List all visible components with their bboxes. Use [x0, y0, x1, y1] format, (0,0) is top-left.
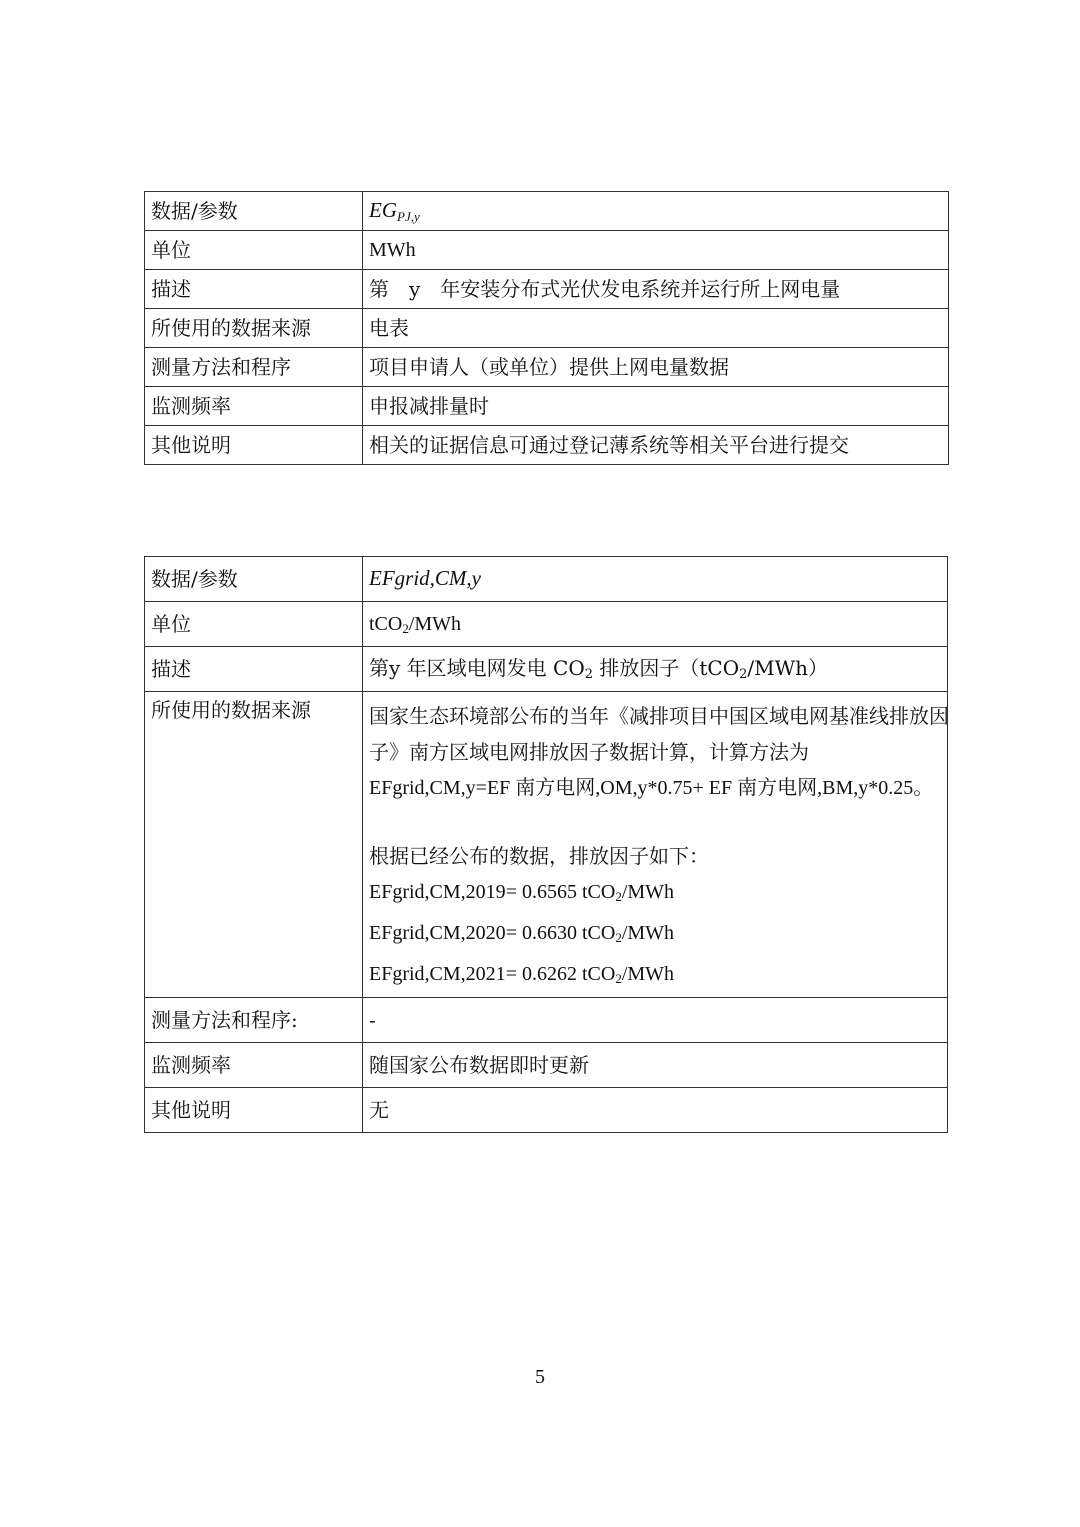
factor-unit-post: /MWh: [621, 881, 675, 903]
table-row: [145, 348, 949, 387]
factor-value: = 0.6262: [505, 963, 577, 985]
unit-pre: tCO: [369, 612, 403, 635]
formula-line: EFgrid,CM,y=EF 南方电网,OM,y*0.75+ EF 南方电网,BM,y*0.25。: [369, 777, 934, 799]
symbol-subscript: PJ,y: [397, 208, 420, 224]
table-row: [145, 647, 948, 692]
factor-unit-pre: tCO: [576, 922, 616, 944]
row-label: 测量方法和程序:: [145, 998, 363, 1043]
factor-unit-pre: tCO: [576, 963, 616, 985]
factor-line: [369, 874, 941, 915]
table-row: [145, 557, 948, 602]
unit-sub: 2: [402, 620, 409, 636]
desc-post2: /MWh）: [747, 655, 829, 680]
symbol-main: EG: [369, 197, 397, 222]
unit-post: /MWh: [408, 612, 462, 635]
row-label: 数据/参数: [145, 192, 363, 231]
row-label: 其他说明: [145, 1088, 363, 1133]
parameter-table-eg-pj-y: [144, 191, 949, 465]
symbol-main: EF: [369, 566, 395, 591]
unit-value: MWh: [363, 231, 949, 270]
factor-value: = 0.6630: [505, 922, 577, 944]
row-label: 数据/参数: [145, 557, 363, 602]
table-row: [145, 426, 949, 465]
table-row: [145, 231, 949, 270]
parameter-symbol: [363, 557, 948, 602]
source-line: 根据已经公布的数据，排放因子如下：: [369, 844, 709, 868]
spacer: [369, 806, 941, 838]
desc-pre: 第y 年区域电网发电 CO: [369, 655, 585, 680]
other-notes-value: 相关的证据信息可通过登记薄系统等相关平台进行提交: [363, 426, 949, 465]
data-source-value: [363, 692, 948, 998]
table-row: [145, 270, 949, 309]
row-label: 描述: [145, 270, 363, 309]
table-row: [145, 998, 948, 1043]
factor-unit-sub: 2: [615, 971, 622, 986]
other-notes-value: 无: [363, 1088, 948, 1133]
table-row: [145, 1043, 948, 1088]
table-row: [145, 602, 948, 647]
desc-sub: 2: [584, 666, 593, 682]
source-line: 国家生态环境部公布的当年《减排项目中国区域电网基准线排放因: [369, 704, 949, 728]
factor-name: EFgrid,CM,2019: [369, 881, 506, 903]
unit-value: [363, 602, 948, 647]
factor-unit-post: /MWh: [621, 963, 675, 985]
factor-name: EFgrid,CM,2020: [369, 922, 506, 944]
data-source-value: 电表: [363, 309, 949, 348]
factor-unit-post: /MWh: [621, 922, 675, 944]
row-label: 单位: [145, 602, 363, 647]
description-value: 第 y 年安装分布式光伏发电系统并运行所上网电量: [363, 270, 949, 309]
description-value: [363, 647, 948, 692]
parameter-symbol: [363, 192, 949, 231]
page-number: 5: [535, 1366, 545, 1388]
row-label: 描述: [145, 647, 363, 692]
monitoring-frequency-value: 随国家公布数据即时更新: [363, 1043, 948, 1088]
factor-unit-sub: 2: [615, 930, 622, 945]
measurement-method-value: 项目申请人（或单位）提供上网电量数据: [363, 348, 949, 387]
parameter-table-ef-grid-cm-y: [144, 556, 948, 1133]
monitoring-frequency-value: 申报减排量时: [363, 387, 949, 426]
factor-unit-sub: 2: [615, 889, 622, 904]
table-row: [145, 387, 949, 426]
factor-unit-pre: tCO: [576, 881, 616, 903]
row-label: 监测频率: [145, 387, 363, 426]
desc-sub2: 2: [739, 666, 748, 682]
table-row: [145, 1088, 948, 1133]
source-line: 子》南方区域电网排放因子数据计算，计算方法为: [369, 740, 809, 764]
measurement-method-value: -: [363, 998, 948, 1043]
row-label: 测量方法和程序: [145, 348, 363, 387]
desc-post: 排放因子（tCO: [593, 655, 740, 680]
symbol-subscript: grid,CM,y: [394, 566, 481, 591]
row-label: 单位: [145, 231, 363, 270]
factor-name: EFgrid,CM,2021: [369, 963, 506, 985]
row-label: 所使用的数据来源: [145, 692, 363, 998]
factor-value: = 0.6565: [505, 881, 577, 903]
table-row: [145, 309, 949, 348]
row-label: 其他说明: [145, 426, 363, 465]
table-row: [145, 192, 949, 231]
row-label: 所使用的数据来源: [145, 309, 363, 348]
table-row: [145, 692, 948, 998]
row-label: 监测频率: [145, 1043, 363, 1088]
factor-line: [369, 956, 941, 997]
factor-line: [369, 915, 941, 956]
